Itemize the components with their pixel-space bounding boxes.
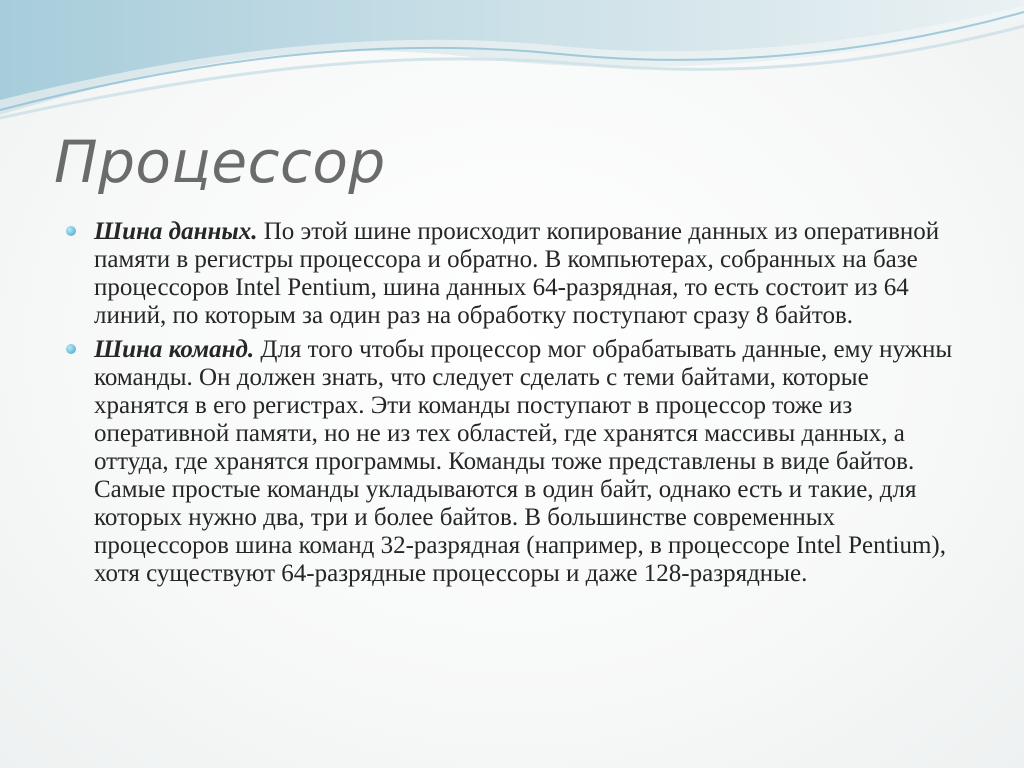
bullet-icon (66, 226, 76, 236)
bullet-command-bus (64, 336, 964, 588)
bullet-icon (66, 344, 76, 354)
bullet-term: Шина команд. (94, 336, 255, 363)
bullet-text: Для того чтобы процессор мог обрабатывать данные, ему нужны команды. Он должен знать, что следует сделать с теми байтами, которые хранятся в его регистрах. Эти команды поступают в процессор тоже из оперативной памяти, но не из тех областей, где хранятся массивы данных, а оттуда, где хранятся программы. Команды тоже представлены в виде байтов. Самые простые команды укладываются в один байт, однако есть и такие, для которых нужно два, три и более байтов. В большинстве современных процессоров шина команд 32-разрядная (например, в процессоре Intel Pentium), хотя существуют 64-разрядные процессоры и даже 128-разрядные. (94, 336, 953, 587)
bullet-text: По этой шине происходит копирование данных из оперативной памяти в регистры процессора и обратно. В компьютерах, собранных на базе процессоров Intel Pentium, шина данных 64-разрядная, то есть состоит из 64 линий, по которым за один раз на обработку поступают сразу 8 байтов. (94, 218, 940, 329)
bullet-data-bus (64, 218, 964, 330)
bullet-term: Шина данных. (94, 218, 258, 245)
header-wave-decoration (0, 0, 1024, 140)
slide-title: Процессор (54, 128, 386, 196)
bullet-list (64, 218, 964, 594)
